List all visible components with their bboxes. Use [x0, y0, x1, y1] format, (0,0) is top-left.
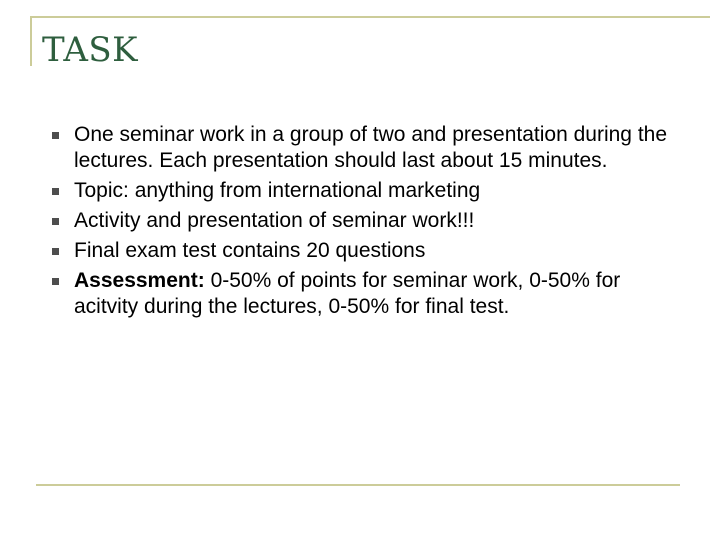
bullet-text [74, 179, 480, 202]
square-bullet-icon [52, 248, 59, 255]
bullet-body: 0-50% of points for seminar work, 0-50% for acitvity during the lectures, 0-50% for final test. [74, 269, 621, 318]
bullet-list [52, 122, 672, 324]
bullet-item [52, 238, 672, 264]
bullet-body: Final exam test contains 20 questions [74, 239, 426, 262]
bullet-item [52, 122, 672, 174]
frame-top-rule [30, 16, 710, 18]
bullet-body: Activity and presentation of seminar work!!! [74, 209, 475, 232]
square-bullet-icon [52, 132, 59, 139]
bullet-item [52, 208, 672, 234]
bullet-body: One seminar work in a group of two and presentation during the lectures. Each presentation should last about 15 minutes. [74, 123, 668, 172]
bullet-text [74, 269, 620, 318]
frame-left-rule [30, 16, 32, 66]
bullet-item [52, 178, 672, 204]
square-bullet-icon [52, 218, 59, 225]
square-bullet-icon [52, 188, 59, 195]
bullet-item [52, 268, 672, 320]
bullet-body: Topic: anything from international marketing [74, 179, 481, 202]
slide-title: TASK [42, 30, 139, 70]
bullet-text [74, 123, 667, 172]
frame-bottom-rule [36, 484, 680, 486]
square-bullet-icon [52, 278, 59, 285]
bullet-bold-lead: Assessment: [74, 269, 205, 292]
bullet-text [74, 239, 425, 262]
bullet-text [74, 209, 474, 232]
